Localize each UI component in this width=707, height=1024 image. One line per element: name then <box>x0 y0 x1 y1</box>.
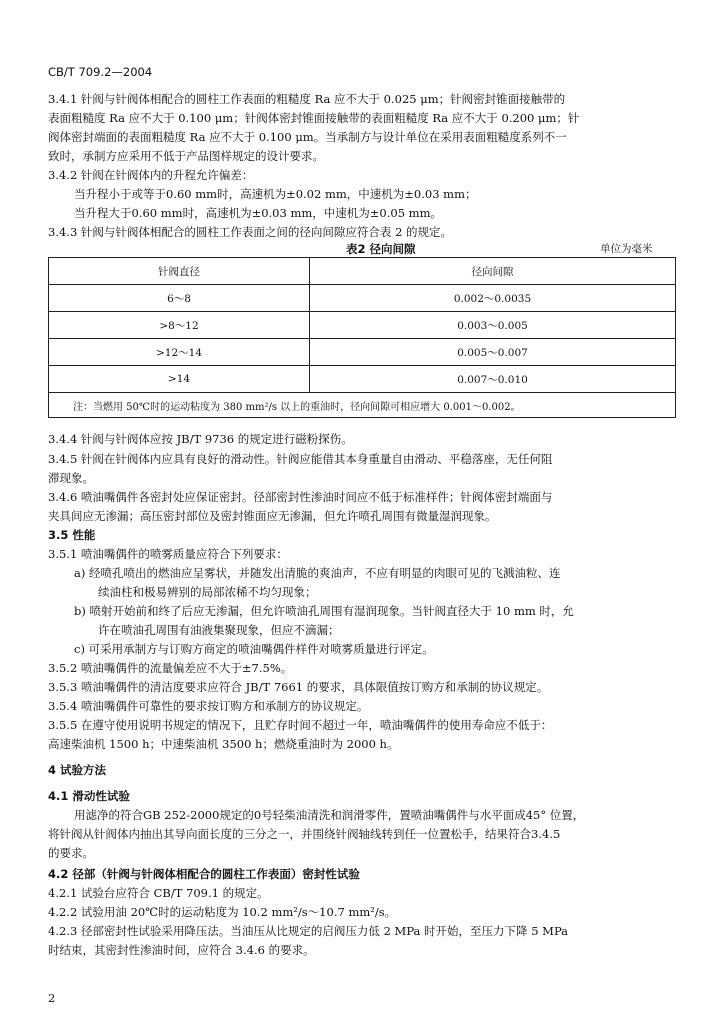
para-3-4-5-line1: 3.4.5 针阀在针阀体内应具有良好的滑动性。针阀应能借其本身重量自由滑动、平稳落座，无任何阻 <box>48 452 553 466</box>
standard-number: CB/T 709.2—2004 <box>48 65 153 79</box>
table-cell: >12～14 <box>49 339 310 366</box>
table-cell: 0.005～0.007 <box>310 339 676 366</box>
para-3-4-1-line2: 表面粗糙度 Ra 应不大于 0.100 μm；针阀体密封锥面接触带的表面粗糙度 Ra 应不大于 0.200 μm；针 <box>48 111 580 125</box>
para-3-4-2: 3.4.2 针阀在针阀体内的升程允许偏差： <box>48 168 254 182</box>
page-number: 2 <box>48 991 56 1005</box>
para-3-4-5-line2: 滞现象。 <box>48 471 94 485</box>
item-a-line2: 续油柱和极易辨别的局部浓稀不均匀现象； <box>98 585 317 599</box>
para-3-5-5-line2: 高速柴油机 1500 h；中速柴油机 3500 h；燃烧重油时为 2000 h。 <box>48 737 399 751</box>
para-3-4-4: 3.4.4 针阀与针阀体应按 JB/T 9736 的规定进行磁粉探伤。 <box>48 432 353 446</box>
chapter-4-heading: 4 试验方法 <box>48 763 107 777</box>
table-cell: >8～12 <box>49 312 310 339</box>
para-4-1-line2: 将针阀从针阀体内抽出其导向面长度的三分之一，并围绕针阀轴线转到任一位置松手，结果符合3.4.5 <box>48 827 561 841</box>
para-3-4-1-line3: 阀体密封端面的表面粗糙度 Ra 应不大于 0.100 μm。当承制方与设计单位在采用表面粗糙度系列不一 <box>48 130 567 144</box>
para-4-1-line1: 用滤净的符合GB 252-2000规定的0号轻柴油清洗和润滑零件，置喷油嘴偶件与水平面成45° 位置， <box>74 808 585 822</box>
para-3-5-2: 3.5.2 喷油嘴偶件的流量偏差应不大于±7.5%。 <box>48 661 293 675</box>
para-4-1-line3: 的要求。 <box>48 846 94 860</box>
para-3-5-1: 3.5.1 喷油嘴偶件的喷雾质量应符合下列要求： <box>48 547 288 561</box>
para-3-5-4: 3.5.4 喷油嘴偶件可靠性的要求按订购方和承制方的协议规定。 <box>48 699 369 713</box>
para-3-5-5-line1: 3.5.5 在遵守使用说明书规定的情况下，且贮存时间不超过一年，喷油嘴偶件的使用寿命应不低于： <box>48 718 553 732</box>
para-3-5-3: 3.5.3 喷油嘴偶件的清洁度要求应符合 JB/T 7661 的要求，具体限值按订购方和承制的协议规定。 <box>48 680 549 694</box>
item-b-line2: 许在喷油孔周围有油液集聚现象，但应不滴漏； <box>98 623 340 637</box>
table-cell: 0.002～0.0035 <box>310 285 676 312</box>
item-c: c) 可采用承制方与订购方商定的喷油嘴偶件样件对喷雾质量进行评定。 <box>74 642 434 656</box>
table-row <box>49 339 676 366</box>
table-row <box>49 312 676 339</box>
radial-clearance-table <box>48 257 676 418</box>
para-3-4-6-line1: 3.4.6 喷油嘴偶件各密封处应保证密封。径部密封性渗油时间应不低于标准样件；针阀体密封端面与 <box>48 490 553 504</box>
table-cell: 0.003～0.005 <box>310 312 676 339</box>
para-4-2-1: 4.2.1 试验台应符合 CB/T 709.1 的规定。 <box>48 886 269 900</box>
table-cell: 6～8 <box>49 285 310 312</box>
table-unit: 单位为毫米 <box>600 243 653 255</box>
para-3-4-3: 3.4.3 针阀与针阀体相配合的圆柱工作表面之间的径向间隙应符合表 2 的规定。 <box>48 225 453 239</box>
section-4-1-heading: 4.1 滑动性试验 <box>48 789 130 803</box>
table-row <box>49 285 676 312</box>
para-4-2-3-line2: 时结束，其密封性渗油时间，应符合 3.4.6 的要求。 <box>48 943 315 957</box>
para-4-2-2: 4.2.2 试验用油 20℃时的运动粘度为 10.2 mm²/s～10.7 mm²/s。 <box>48 905 397 919</box>
section-3-5-heading: 3.5 性能 <box>48 528 96 542</box>
para-3-4-2-item1: 当升程小于或等于0.60 mm时，高速机为±0.02 mm，中速机为±0.03 mm； <box>74 187 477 201</box>
para-3-4-1-line4: 致时，承制方应采用不低于产品图样规定的设计要求。 <box>48 149 324 163</box>
table-caption: 表2 径向间隙 <box>346 242 416 256</box>
para-3-4-2-item2: 当升程大于0.60 mm时，高速机为±0.03 mm，中速机为±0.05 mm。 <box>74 206 442 220</box>
para-3-4-6-line2: 夹具间应无渗漏；高压密封部位及密封锥面应无渗漏，但允许喷孔周围有微量湿润现象。 <box>48 509 497 523</box>
table-note-row <box>49 393 676 418</box>
para-4-2-3-line1: 4.2.3 径部密封性试验采用降压法。当油压从比规定的启阀压力低 2 MPa 时开始，至压力下降 5 MPa <box>48 924 569 938</box>
item-a-line1: a) 经喷孔喷出的燃油应呈雾状，并随发出清脆的爽油声，不应有明显的肉眼可见的飞溅油粒、连 <box>74 566 561 580</box>
table-cell: >14 <box>49 366 310 393</box>
table-row <box>49 366 676 393</box>
table-note: 注：当燃用 50℃时的运动粘度为 380 mm²/s 以上的重油时，径向间隙可相应增大 0.001～0.002。 <box>49 393 676 418</box>
header-needle-diameter: 针阀直径 <box>49 258 310 285</box>
table-cell: 0.007～0.010 <box>310 366 676 393</box>
header-radial-clearance: 径向间隙 <box>310 258 676 285</box>
section-4-2-heading: 4.2 径部（针阀与针阀体相配合的圆柱工作表面）密封性试验 <box>48 867 360 881</box>
para-3-4-1-line1: 3.4.1 针阀与针阀体相配合的圆柱工作表面的粗糙度 Ra 应不大于 0.025 μm；针阀密封锥面接触带的 <box>48 92 566 106</box>
item-b-line1: b) 喷射开始前和终了后应无渗漏，但允许喷油孔周围有湿润现象。当针阀直径大于 10 mm 时，允 <box>74 604 574 618</box>
table-header-row <box>49 258 676 285</box>
